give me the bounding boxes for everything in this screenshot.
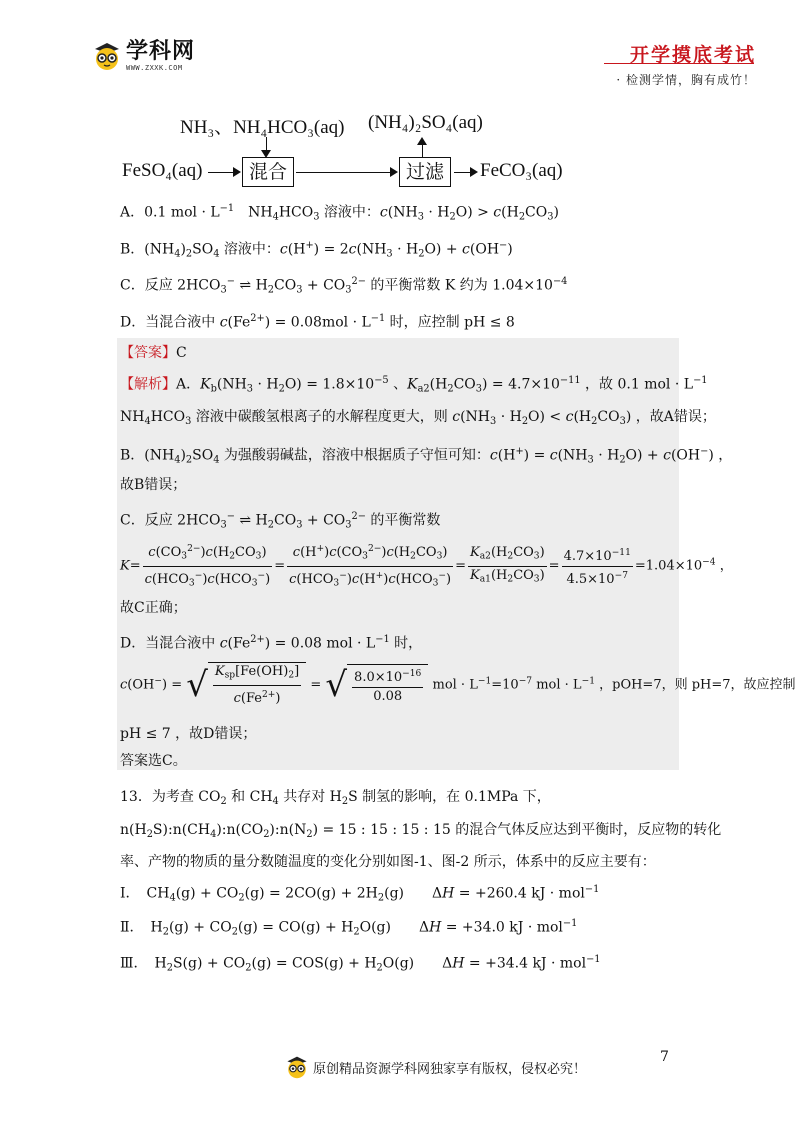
hydroxide-formula: c(OH−) = √ $\frac{K_{sp}[Fe(OH)_2]}{c(Fe^{2+})}$ = √ $\frac{8.0\times 10^{-16}}{0.08}$ mol · $L^{-1}=10^{-7}$ mol · $L^{-1}$ ，pOH=7，则 pH=7，故应控制 [120,664,796,706]
arrow-up-icon [417,137,427,145]
flow-right: FeCO₃(aq) [480,160,563,181]
footer [285,1055,586,1079]
arrow-line-2 [296,172,392,173]
flow-box-filter: 过滤 [399,157,451,187]
owl-logo-icon [92,41,122,71]
arrow-up-line [422,143,423,158]
logo-url: WWW.ZXXK.COM [126,64,183,72]
analysis-line-8: pH ≤ 7 ，故D错误； [120,726,257,742]
analysis-line-6: 故C正确； [120,600,187,616]
exam-subtitle: · 检测学情，胸有成竹！ [616,73,756,87]
flow-left: FeSO₄(aq) [122,160,203,181]
logo-text: 学科网 [126,39,196,64]
arrow-right-icon [233,167,241,177]
exam-title: 开学摸底考试 [629,44,756,66]
analysis-line-2: $NH_4HCO_3$ 溶液中碳酸氢根离子的水解程度更大，则 $c(NH_3 \cdot H_2O) < c(H_2CO_3)$ ，故A错误； [120,409,716,427]
arrow-right-icon [470,167,478,177]
answer-line [120,343,187,363]
answer-label: 【答案】 [120,345,176,361]
header-logo [92,40,195,72]
option-a: A．0.1 mol · $L^{-1}$ $NH_4HCO_3$ 溶液中：$c(NH_3 \cdot H_2O) > c(H_2CO_3)$ [120,203,559,223]
q13-line-1: 13．为考查 $CO_2$ 和 $CH_4$ 共存对 $H_2S$ 制氢的影响，在 0.1MPa 下， [120,789,551,807]
flow-top-output: (NH₄)₂SO₄(aq) [368,112,483,133]
page-number: 7 [660,1049,669,1065]
flow-top-inputs: NH₃、NH₄HCO₃(aq) [180,117,345,138]
option-c: C．反应 $2HCO_3^-$ ⇌ $H_2CO_3 + CO_3^{2-}$ 的平衡常数 K 约为 $1.04\times 10^{-4}$ [120,276,568,296]
option-d: D．当混合液中 $c(Fe^{2+}) = 0.08mol \cdot L^{-1}$ 时，应控制 pH ≤ 8 [120,313,515,331]
header-divider [604,63,754,64]
footer-text: 原创精品资源学科网独家享有版权，侵权必究！ [313,1061,587,1077]
q13-reaction-2: Ⅱ． $H_2(g) + CO_2(g) = CO(g) + H_2O(g)$ ΔH = +34.0 kJ · mol$^{-1}$ [120,918,578,938]
q13-reaction-1: Ⅰ． $CH_4(g) + CO_2(g) = 2CO(g) + 2H_2(g)$ ΔH = +260.4 kJ · mol$^{-1}$ [120,884,600,904]
analysis-label: 【解析】 [120,376,176,393]
answer-value: C [176,345,187,361]
equilibrium-constant-formula: K= $\frac{c(CO_3^{2-})c(H_2CO_3)}{c(HCO_3^-)c(HCO_3^-)}$ = $\frac{c(H^+)c(CO_3^{2-})c(H_2CO_3)}{c(HCO_3^-)c(H^+)c(HCO_3^-)}$ = $\frac{K_{a2}(H_2CO_3)}{K_{a1}(H_2CO_3)}$ = $\frac{4.7\times 10^{-11}}{4.5\times 10^{-7}}$ $=1.04\times 10^{-4}$ ， [120,540,733,592]
arrow-line-1 [208,172,236,173]
analysis-line-1: 【解析】A．$K_b(NH_3 \cdot H_2O) = 1.8\times 10^{-5}$ 、$K_{a2}(H_2CO_3) = 4.7\times 10^{-11}$ ，故 0.1 mol · $L^{-1}$ [120,375,708,395]
q13-reaction-3: Ⅲ． $H_2S(g) + CO_2(g) = COS(g) + H_2O(g)$ ΔH = +34.4 kJ · mol$^{-1}$ [120,954,601,974]
q13-line-2: $n(H_2S):n(CH_4):n(CO_2):n(N_2) = 15$ : 15 : 15 : 15 的混合气体反应达到平衡时，反应物的转化 [120,822,722,840]
analysis-line-5: C．反应 $2HCO_3^-$ ⇌ $H_2CO_3 + CO_3^{2-}$ 的平衡常数 [120,511,441,531]
analysis-line-7: D．当混合液中 $c(Fe^{2+}) = 0.08$ mol · $L^{-1}$ 时， [120,634,423,652]
arrow-right-icon [390,167,398,177]
flow-box-mix: 混合 [242,157,294,187]
option-b: B．$(NH_4)_2SO_4$ 溶液中：$c(H^+) = 2c(NH_3 \cdot H_2O) + c(OH^-)$ [120,240,513,260]
analysis-line-4: 故B错误； [120,477,187,493]
analysis-final: 答案选C。 [120,753,187,769]
q13-line-3: 率、产物的物质的量分数随温度的变化分别如图-1、图-2 所示，体系中的反应主要有： [120,854,656,870]
header-right [616,40,756,88]
owl-logo-icon [285,1055,309,1079]
analysis-line-3: B．$(NH_4)_2SO_4$ 为强酸弱碱盐，溶液中根据质子守恒可知：$c(H^+) = c(NH_3 \cdot H_2O) + c(OH^-)$ ， [120,446,733,466]
